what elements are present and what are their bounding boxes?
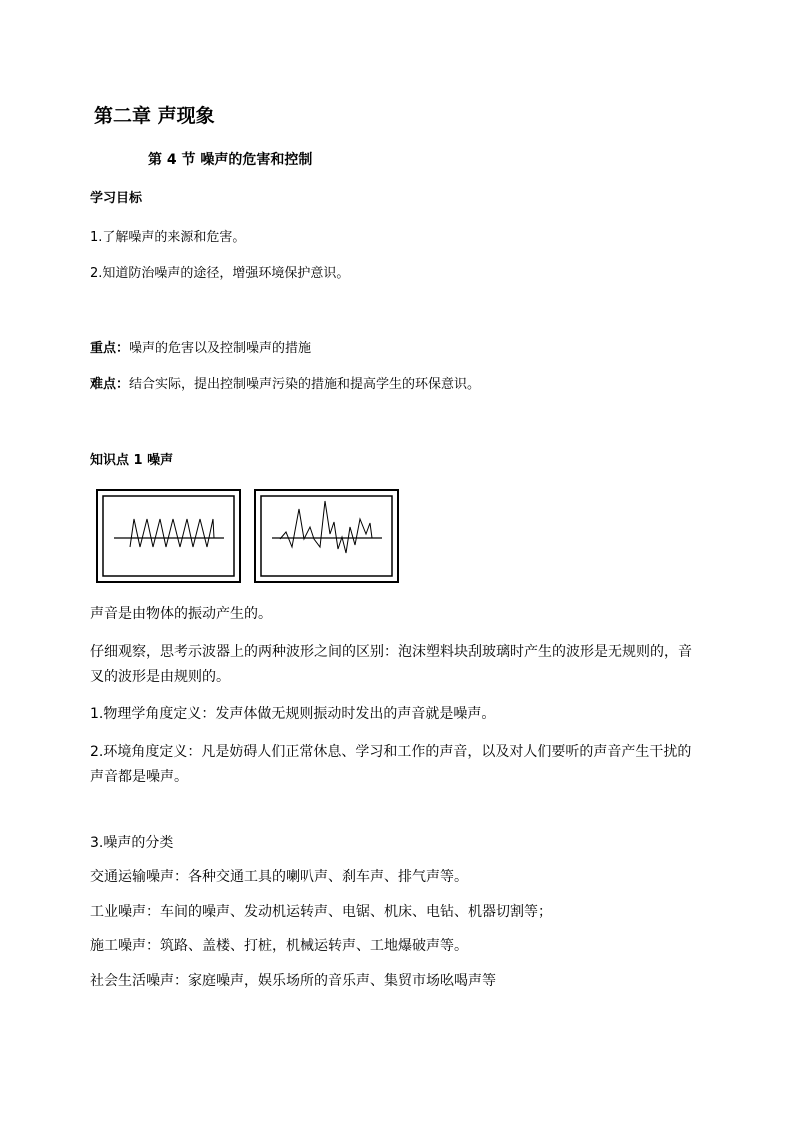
- paragraph: 2.环境角度定义：凡是妨碍人们正常休息、学习和工作的声音，以及对人们要听的声音产生干扰的声音都是噪声。: [90, 744, 692, 785]
- oscilloscope-regular-panel: [96, 489, 241, 583]
- paragraph: 仔细观察，思考示波器上的两种波形之间的区别：泡沫塑料块刮玻璃时产生的波形是无规则的，音叉的波形是由规则的。: [90, 644, 692, 685]
- difficult-point-text: 结合实际，提出控制噪声污染的措施和提高学生的环保意识。: [129, 377, 481, 392]
- difficult-point: [90, 376, 480, 394]
- objective-item: 1.了解噪声的来源和危害。: [90, 230, 246, 245]
- key-point-text: 噪声的危害以及控制噪声的措施: [129, 341, 312, 356]
- key-point: [90, 340, 311, 358]
- classification-text: 车间的噪声、发动机运转声、电锯、机床、电钻、机器切割等；: [160, 904, 552, 920]
- classification-text: 各种交通工具的喇叭声、刹车声、排气声等。: [188, 869, 468, 885]
- classification-item: [90, 868, 468, 886]
- paragraph: 1.物理学角度定义：发声体做无规则振动时发出的声音就是噪声。: [90, 706, 496, 722]
- classification-item: [90, 937, 468, 955]
- classification-heading: 3.噪声的分类: [90, 835, 174, 851]
- classification-text: 家庭噪声，娱乐场所的音乐声、集贸市场吆喝声等: [188, 973, 496, 989]
- classification-label: 施工噪声：: [90, 938, 160, 954]
- chapter-title: 第二章 声现象: [94, 105, 215, 127]
- classification-label: 交通运输噪声：: [90, 869, 188, 885]
- difficult-point-label: 难点：: [90, 377, 130, 392]
- classification-item: [90, 972, 496, 990]
- paragraph: 声音是由物体的振动产生的。: [90, 606, 272, 622]
- objectives-heading: 学习目标: [90, 191, 143, 206]
- oscilloscope-irregular-panel: [254, 489, 399, 583]
- irregular-waveform-image: [254, 489, 399, 583]
- objective-item: 2.知道防治噪声的途径，增强环境保护意识。: [90, 266, 350, 281]
- classification-label: 工业噪声：: [90, 904, 160, 920]
- regular-waveform-image: [96, 489, 241, 583]
- key-point-label: 重点：: [90, 341, 130, 356]
- classification-text: 筑路、盖楼、打桩，机械运转声、工地爆破声等。: [160, 938, 468, 954]
- classification-label: 社会生活噪声：: [90, 973, 188, 989]
- knowledge-point-heading: 知识点 1 噪声: [90, 453, 174, 468]
- classification-item: [90, 903, 552, 921]
- oscilloscope-figure: [96, 489, 400, 583]
- section-title: 第 4 节 噪声的危害和控制: [148, 152, 313, 168]
